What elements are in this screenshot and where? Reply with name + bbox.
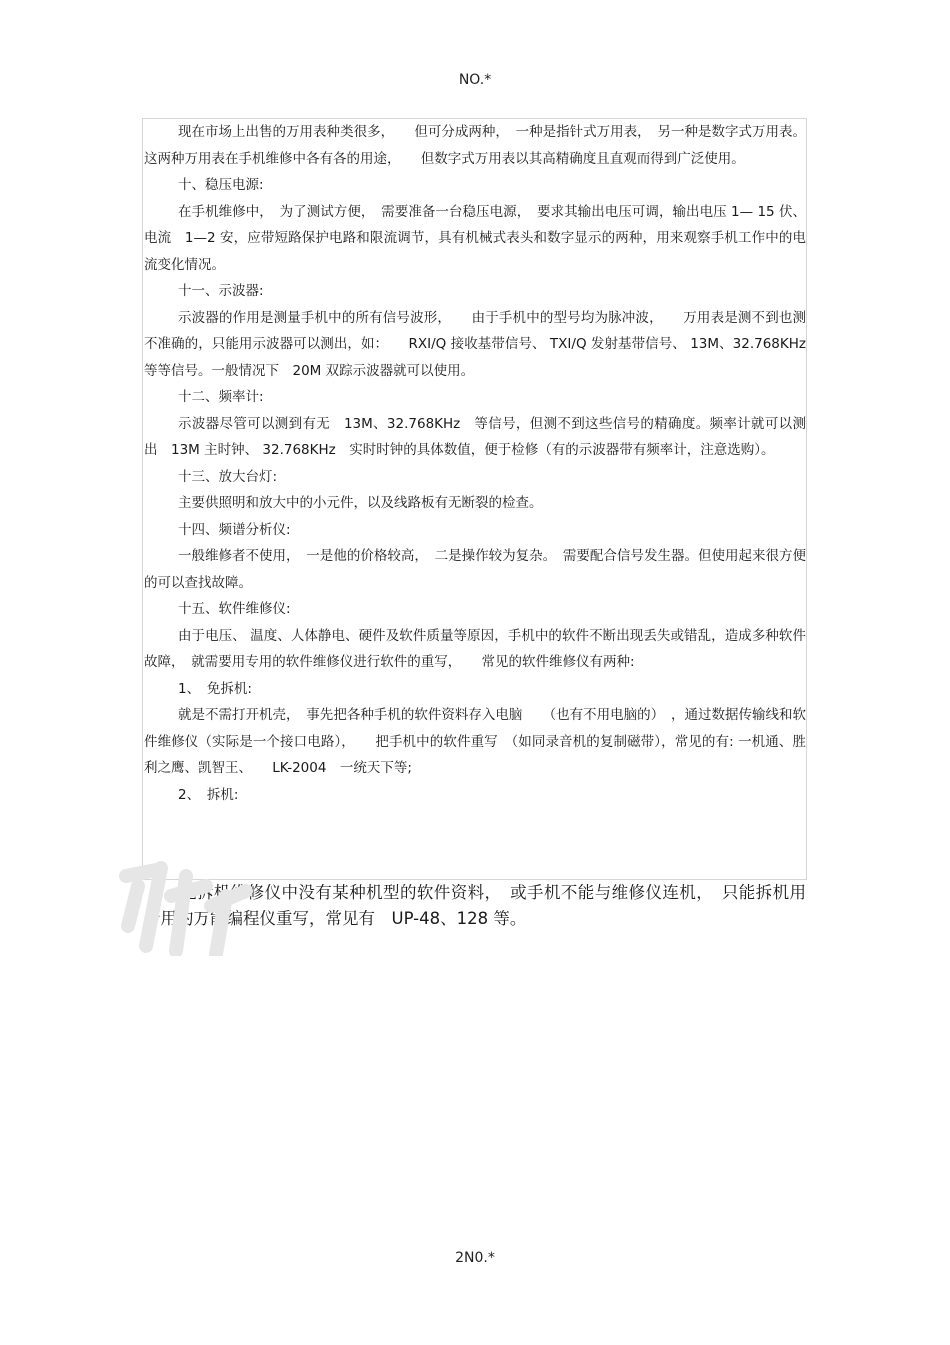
page-footer-number: 2N0.* — [455, 1250, 495, 1266]
section-heading: 十四、频谱分析仪: — [178, 521, 291, 538]
section-heading: 十二、频率计: — [178, 389, 264, 405]
closing-paragraph: 免拆机维修仪中没有某种机型的软件资料， 或手机不能与维修仪连机， 只能拆机用专用的万能编程仪重写，常见有 UP-48、128 等。 — [144, 883, 806, 928]
section-heading: 十、稳压电源: — [178, 177, 264, 193]
section-heading: 十五、软件维修仪: — [178, 601, 291, 617]
body-paragraph: 现在市场上出售的万用表种类很多， 但可分成两种， 一种是指针式万用表， 另一种是数字式万用表。 这两种万用表在手机维修中各有各的用途， 但数字式万用表以其高精确度且直观而得到广泛使用。 — [144, 124, 806, 167]
body-paragraph: 示波器尽管可以测到有无 13M、32.768KHz 等信号，但测不到这些信号的精确度。频率计就可以测出 13M 主时钟、 32.768KHz 实时时钟的具体数值，便于检修（有的示波器带有频率计，注意选购）。 — [144, 415, 806, 458]
body-paragraph: 主要供照明和放大中的小元件，以及线路板有无断裂的检查。 — [178, 495, 543, 511]
section-heading: 十三、放大台灯: — [178, 468, 278, 485]
page-header-number: NO.* — [458, 72, 492, 88]
body-paragraph: 示波器的作用是测量手机中的所有信号波形， 由于手机中的型号均为脉冲波， 万用表是测不到也测不准确的，只能用示波器可以测出，如： RXI/Q 接收基带信号、 TXI/Q 发射基带信号、 13M、32.768KHz 等等信号。一般情况下 20M 双踪示波器就可以使用。 — [144, 309, 820, 379]
document-body — [144, 119, 820, 808]
section-heading: 2、 拆机: — [178, 786, 239, 803]
section-heading: 1、 免拆机: — [178, 680, 252, 697]
body-paragraph: 在手机维修中， 为了测试方便， 需要准备一台稳压电源， 要求其输出电压可调，输出电压 1— 15 伏、电流 1—2 安，应带短路保护电路和限流调节，具有机械式表头和数字显示的两种，用来观察手机工作中的电流变化情况。 — [144, 203, 806, 273]
body-paragraph: 由于电压、 温度、人体静电、硬件及软件质量等原因，手机中的软件不断出现丢失或错乱，造成多种软件故障， 就需要用专用的软件维修仪进行软件的重写， 常见的软件维修仪有两种: — [144, 627, 806, 670]
body-paragraph: 就是不需打开机壳， 事先把各种手机的软件资料存入电脑 （也有不用电脑的） ，通过数据传输线和软件维修仪（实际是一个接口电路）， 把手机中的软件重写 （如同录音机的复制磁带），常见的有: 一机通、胜利之鹰、凯智王、 LK-2004 一统天下等; — [144, 707, 806, 776]
body-paragraph: 一般维修者不使用， 一是他的价格较高， 二是操作较为复杂。 需要配合信号发生器。但使用起来很方便的可以查找故障。 — [144, 548, 806, 591]
section-heading: 十一、示波器: — [178, 283, 264, 299]
